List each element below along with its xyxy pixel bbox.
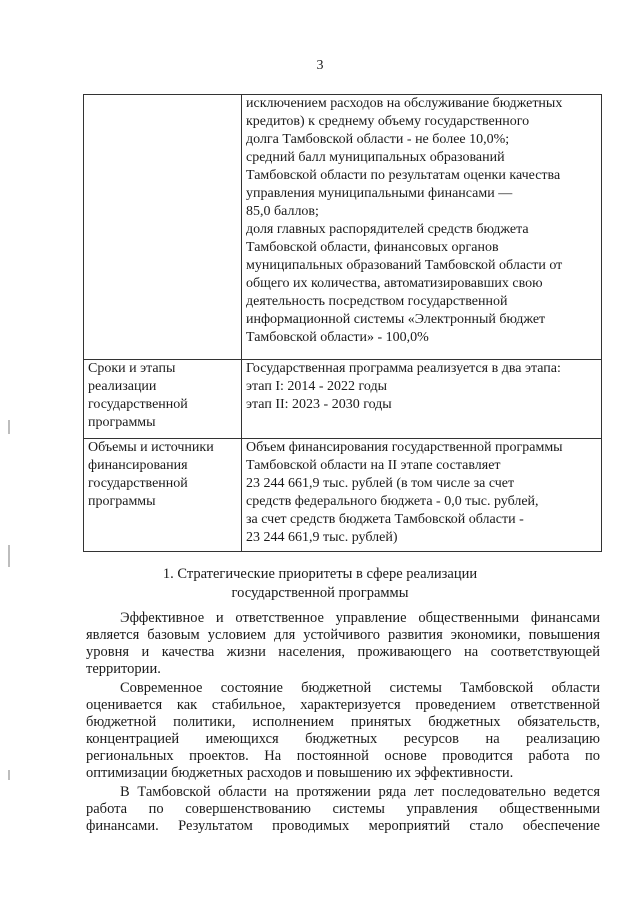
row3-value-line: за счет средств бюджета Тамбовской области - bbox=[246, 512, 524, 527]
scan-margin-mark bbox=[8, 420, 10, 434]
row1-value-line: кредитов) к среднему объему государственного bbox=[246, 114, 530, 129]
row1-value-line: деятельность посредством государственной bbox=[246, 294, 508, 309]
program-passport-table bbox=[83, 94, 602, 552]
paragraph-line: В Тамбовской области на протяжении ряда лет последовательно ведется bbox=[120, 784, 600, 800]
row2-label-line: Сроки и этапы bbox=[88, 361, 176, 376]
row2-label-cell bbox=[84, 360, 242, 439]
row2-label-line: государственной bbox=[88, 397, 188, 412]
row1-value-line: исключением расходов на обслуживание бюджетных bbox=[246, 96, 563, 111]
section-title-line: 1. Стратегические приоритеты в сфере реализации bbox=[162, 566, 478, 582]
row3-value-line: Тамбовской области на II этапе составляет bbox=[246, 458, 501, 473]
paragraph-line: территории. bbox=[86, 661, 161, 677]
paragraph-line: концентрацией имеющихся бюджетных ресурсов на реализацию bbox=[86, 731, 600, 747]
row3-label-line: государственной bbox=[88, 476, 188, 491]
body-text bbox=[86, 610, 600, 835]
row1-label-cell bbox=[84, 95, 242, 360]
page-number: 3 bbox=[316, 58, 324, 73]
row1-value-line: средний балл муниципальных образований bbox=[246, 150, 505, 165]
row3-label-line: Объемы и источники bbox=[88, 440, 214, 455]
row2-value-line: этап II: 2023 - 2030 годы bbox=[246, 397, 392, 412]
row1-value-line: Тамбовской области по результатам оценки качества bbox=[246, 168, 561, 183]
row3-value-line: средств федерального бюджета - 0,0 тыс. рублей, bbox=[246, 494, 539, 509]
paragraph-line: является базовым условием для устойчивого развития экономики, повышения bbox=[86, 627, 600, 643]
row2-value-cell bbox=[242, 360, 602, 439]
row1-value-line: доля главных распорядителей средств бюджета bbox=[246, 222, 529, 237]
row3-value-line: 23 244 661,9 тыс. рублей) bbox=[246, 530, 398, 545]
row2-label-line: реализации bbox=[88, 379, 157, 394]
table-row-stages bbox=[84, 360, 602, 439]
table-row-funding bbox=[84, 439, 602, 552]
row2-value-line: этап I: 2014 - 2022 годы bbox=[246, 379, 388, 394]
row2-value-line: Государственная программа реализуется в два этапа: bbox=[246, 361, 561, 376]
paragraph-line: региональных проектов. На постоянной основе проводится работа по bbox=[86, 748, 600, 764]
row1-value-line: управления муниципальными финансами — bbox=[246, 186, 513, 201]
row3-label-line: программы bbox=[88, 494, 156, 509]
paragraph-line: оценивается как стабильное, характеризуется проведением ответственной bbox=[86, 697, 600, 713]
row1-value-cell bbox=[242, 95, 602, 360]
row1-value-line: Тамбовской области» - 100,0% bbox=[246, 330, 429, 345]
paragraph-line: Эффективное и ответственное управление общественными финансами bbox=[120, 610, 600, 626]
paragraph-line: оптимизации бюджетных расходов и повышению их эффективности. bbox=[86, 765, 514, 781]
scan-margin-mark bbox=[8, 770, 10, 780]
paragraph-line: работа по совершенствованию системы управления общественными bbox=[86, 801, 600, 817]
scan-margin-mark bbox=[8, 545, 10, 567]
row1-value-line: информационной системы «Электронный бюджет bbox=[246, 312, 546, 327]
paragraph-line: бюджетной политики, исполнением принятых бюджетных обязательств, bbox=[86, 714, 600, 730]
paragraph-line: уровня и качества жизни населения, проживающего на соответствующей bbox=[86, 644, 600, 660]
row3-value-line: 23 244 661,9 тыс. рублей (в том числе за счет bbox=[246, 476, 515, 491]
row1-value-line: Тамбовской области, финансовых органов bbox=[246, 240, 499, 255]
paragraph-line: Современное состояние бюджетной системы Тамбовской области bbox=[120, 680, 600, 696]
row3-label-cell bbox=[84, 439, 242, 552]
row1-value-line: муниципальных образований Тамбовской области от bbox=[246, 258, 563, 273]
row1-value-line: долга Тамбовской области - не более 10,0%; bbox=[246, 132, 510, 147]
section-title bbox=[0, 565, 640, 603]
row3-label-line: финансирования bbox=[88, 458, 188, 473]
row3-value-cell bbox=[242, 439, 602, 552]
row1-value-line: 85,0 баллов; bbox=[246, 204, 319, 219]
row1-value-line: общего их количества, автоматизировавших свою bbox=[246, 276, 543, 291]
table-row-indicators bbox=[84, 95, 602, 360]
row3-value-line: Объем финансирования государственной программы bbox=[246, 440, 563, 455]
paragraph-line: финансами. Результатом проводимых мероприятий стало обеспечение bbox=[86, 818, 600, 834]
row2-label-line: программы bbox=[88, 415, 156, 430]
section-title-line: государственной программы bbox=[231, 585, 409, 601]
